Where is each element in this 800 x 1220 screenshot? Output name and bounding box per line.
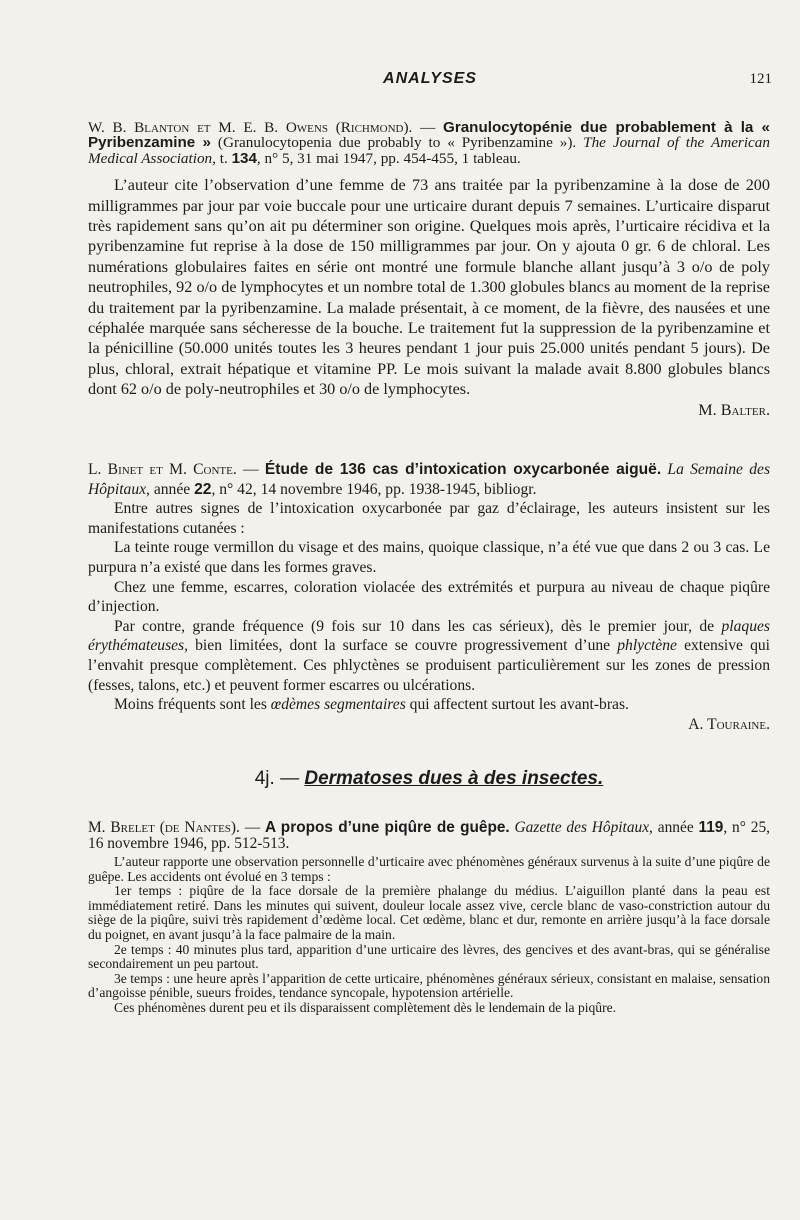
article-year-volume: 22 xyxy=(194,480,212,498)
article-citation xyxy=(88,460,770,499)
article-details-prefix: année xyxy=(652,819,699,836)
article-paragraph xyxy=(88,695,770,715)
article-paragraph: 1er temps : piqûre de la face dorsale de la première phalange du médius. L’aiguillon planté dans la peau est immédiatement retiré. Dans les minutes qui suivent, douleur locale assez vive, cercle blanc de vaso-constriction autour du siège de la piqûre, suivi très rapidement d’œdème local. Cet œdème, blanc et dur, remonte en arrière jusqu’à la face dorsale du poignet, en avant jusqu’à la face palmaire de la main. xyxy=(88,883,770,942)
italic-term: œdèmes segmentaires xyxy=(270,696,406,714)
running-title: ANALYSES xyxy=(383,70,477,87)
article-volume-prefix: t. xyxy=(215,149,232,167)
article-paragraph xyxy=(88,617,770,695)
article-volume: 134 xyxy=(231,149,257,167)
article-journal: La Semaine des Hôpitaux, xyxy=(88,461,771,498)
page-header xyxy=(88,70,772,94)
separator-dash: — xyxy=(236,461,265,478)
article-details: , n° 5, 31 mai 1947, pp. 454-455, 1 tableau. xyxy=(256,149,521,167)
text-run: Par contre, grande fréquence (9 fois sur 10 dans les cas sérieux), dès le premier jour, de xyxy=(114,617,722,635)
italic-term: plaques érythémateuses, xyxy=(88,617,770,655)
page-number: 121 xyxy=(749,71,772,87)
article-signature: M. Balter. xyxy=(698,400,770,419)
article-paragraph: La teinte rouge vermillon du visage et des mains, quoique classique, n’a été vue que dans 2 ou 3 cas. Le purpura n’a existé que dans les formes graves. xyxy=(88,539,770,576)
article-year-volume: 119 xyxy=(698,819,724,836)
article-title: A propos d’une piqûre de guêpe. xyxy=(264,819,510,836)
article-body xyxy=(88,855,770,1016)
article-pyribenzamine xyxy=(88,120,770,420)
article-authors: M. Brelet (de Nantes). xyxy=(88,819,240,836)
separator-dash: — xyxy=(274,768,305,789)
article-paragraph: 2e temps : 40 minutes plus tard, apparition d’une urticaire des lèvres, des gencives et des avant-bras, qui se généralise secondairement un peu partout. xyxy=(88,941,770,972)
article-paragraph: Ces phénomènes durent peu et ils disparaissent complètement dès le lendemain de la piqûre. xyxy=(114,999,617,1015)
article-paragraph: 3e temps : une heure après l’apparition de cette urticaire, phénomènes généraux sérieux, consistant en malaise, sensation d’angoisse pénible, sueurs froides, tendance syncopale, hypotension artérielle. xyxy=(88,970,770,1001)
article-body xyxy=(88,499,770,734)
section-number: 4j. xyxy=(254,768,275,789)
article-paragraph: Entre autres signes de l’intoxication oxycarbonée par gaz d’éclairage, les auteurs insistent sur les manifestations cutanées : xyxy=(88,500,770,537)
article-paragraph: L’auteur cite l’observation d’une femme de 73 ans traitée par la pyribenzamine à la dose de 200 milligrammes par jour par voie buccale pour une urticaire durant depuis 7 semaines. L’urticaire disparut très rapidement sans qu’on ait pu déterminer son origine. Quelques mois après, l’urticaire récidiva et la pyribenzamine fut reprise à la dose de 150 milligrammes par jour. On y ajouta 0 gr. 6 de chloral. Les numérations globulaires faites en série ont montré une formule blanche allant jusqu’à 3 o/o de poly neutrophiles, 92 o/o de lymphocytes et un nombre total de 1.300 globules blancs au moment de la reprise du traitement par la pyribenzamine. La malade présentait, à ce moment, de la fièvre, des nausées et une céphalée marquée sans sécheresse de la bouche. Le traitement fut la suppression de la pyribenzamine et la pénicilline (50.000 unités toutes les 3 heures pendant 1 jour puis 25.000 unités pendant 5 jours). De plus, chloral, extrait hépatique et vitamine PP. Le mois suivant la malade avait 8.800 globules blancs dont 62 o/o de poly-neutrophiles et 30 o/o de lymphocytes. xyxy=(88,176,770,399)
text-run: qui affectent surtout les avant-bras. xyxy=(405,696,629,714)
article-title: Étude de 136 cas d’intoxication oxycarbonée aiguë. xyxy=(264,461,662,478)
italic-term: phlyctène xyxy=(617,637,677,655)
text-run: Moins fréquents sont les xyxy=(114,696,271,714)
article-journal: Gazette des Hôpitaux, xyxy=(509,819,653,836)
article-citation xyxy=(88,820,770,852)
separator-dash: — xyxy=(239,819,265,836)
article-guepe xyxy=(88,820,770,1016)
section-title: Dermatoses dues à des insectes. xyxy=(304,768,604,789)
article-details-prefix: année xyxy=(149,480,195,498)
article-signature: A. Touraine. xyxy=(688,715,770,733)
article-intoxication xyxy=(88,460,770,734)
article-authors: L. Binet et M. Conte. xyxy=(88,461,237,478)
article-citation xyxy=(88,120,770,166)
separator-dash: — xyxy=(412,119,444,136)
article-body xyxy=(88,175,770,420)
article-authors: W. B. Blanton et M. E. B. Owens (Richmond). xyxy=(88,119,413,136)
article-paragraph: Chez une femme, escarres, coloration violacée des extrémités et purpura au niveau de chaque piqûre d’injection. xyxy=(88,578,770,616)
article-details: , n° 42, 14 novembre 1946, pp. 1938-1945, bibliogr. xyxy=(211,480,537,498)
section-heading xyxy=(88,768,770,790)
text-run: bien limitées, dont la surface se couvre progressivement d’une xyxy=(188,637,618,655)
article-title: Granulocytopénie due probablement à la « Pyribenzamine » xyxy=(88,119,770,152)
text-run: extensive qui l’envahit presque complètement. Ces phlyctènes se produisent particulièrement sur les zones de pression (fesses, talons, etc.) et peuvent former escarres ou ulcérations. xyxy=(88,637,770,694)
article-paragraph: L’auteur rapporte une observation personnelle d’urticaire avec phénomènes généraux survenus à la suite d’une piqûre de guêpe. Les accidents ont évolué en 3 temps : xyxy=(88,854,770,884)
article-original-title: (Granulocytopenia due probably to « Pyribenzamine »). xyxy=(211,134,577,152)
article-details: , n° 25, 16 novembre 1946, pp. 512-513. xyxy=(88,819,770,852)
article-journal: The Journal of the American Medical Association, xyxy=(88,134,770,167)
